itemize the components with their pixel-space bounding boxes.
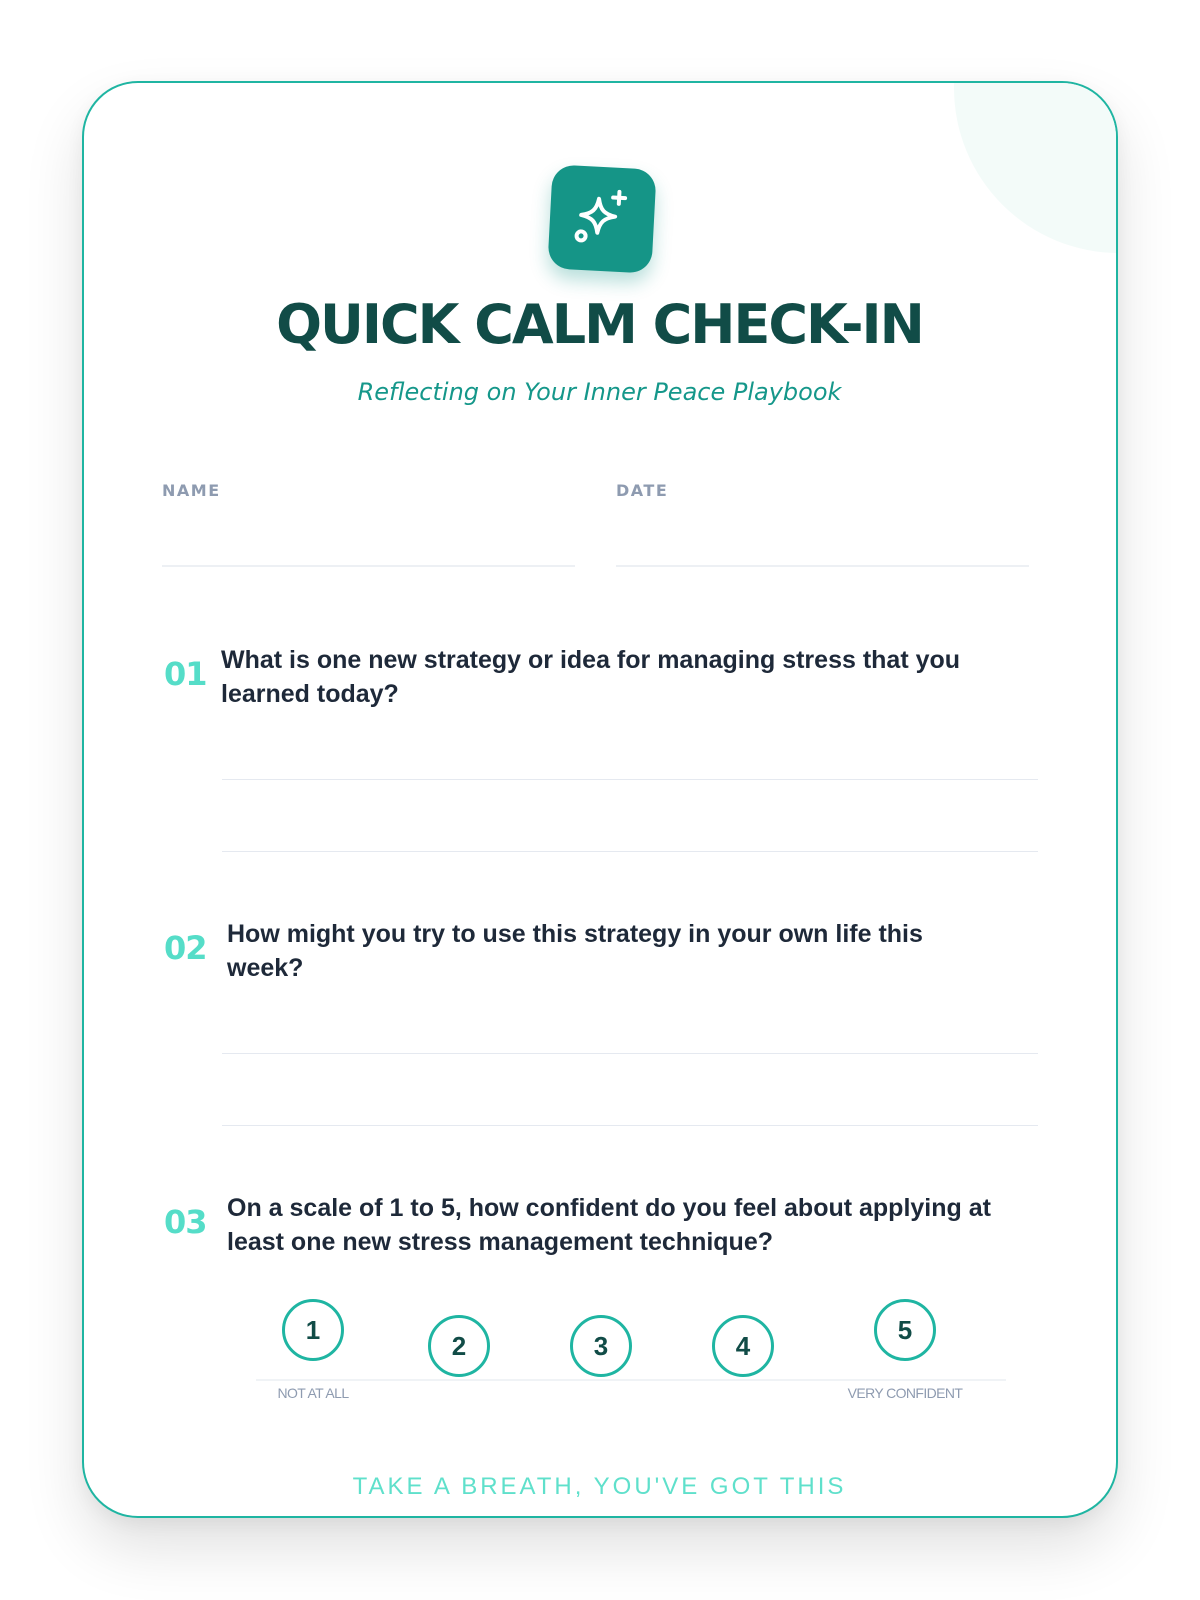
name-field[interactable] [162,565,575,567]
question-2-answer-line-2[interactable] [222,1125,1038,1126]
rating-min-label: NOT AT ALL [277,1385,349,1401]
logo-badge [547,164,656,273]
date-label: DATE [616,481,669,500]
rating-scale-track [256,1379,1006,1381]
question-2-text: How might you try to use this strategy in your own life this week? [227,920,923,982]
question-1-answer-line-2[interactable] [222,851,1038,852]
rating-max-label: VERY CONFIDENT [847,1385,963,1401]
name-label: NAME [162,481,221,500]
rating-option-3[interactable]: 3 [570,1315,632,1377]
rating-option-1[interactable]: 1 [282,1299,344,1361]
question-2-answer-line-1[interactable] [222,1053,1038,1054]
question-3-text: On a scale of 1 to 5, how confident do you feel about applying at least one new stress management technique? [227,1194,991,1256]
question-1-number: 01 [164,655,207,693]
page-title: QUICK CALM CHECK-IN [276,293,923,356]
question-2-number: 02 [164,929,207,967]
question-1-answer-line-1[interactable] [222,779,1038,780]
rating-option-5[interactable]: 5 [874,1299,936,1361]
question-3-number: 03 [164,1203,207,1241]
rating-option-2[interactable]: 2 [428,1315,490,1377]
date-field[interactable] [616,565,1029,567]
question-1-text: What is one new strategy or idea for managing stress that you learned today? [221,646,961,708]
footer-message: TAKE A BREATH, YOU'VE GOT THIS [352,1473,847,1500]
corner-decoration [954,81,1118,253]
check-in-card [82,81,1118,1518]
page-subtitle: Reflecting on Your Inner Peace Playbook [357,378,842,406]
rating-option-4[interactable]: 4 [712,1315,774,1377]
sparkles-icon [566,183,637,254]
